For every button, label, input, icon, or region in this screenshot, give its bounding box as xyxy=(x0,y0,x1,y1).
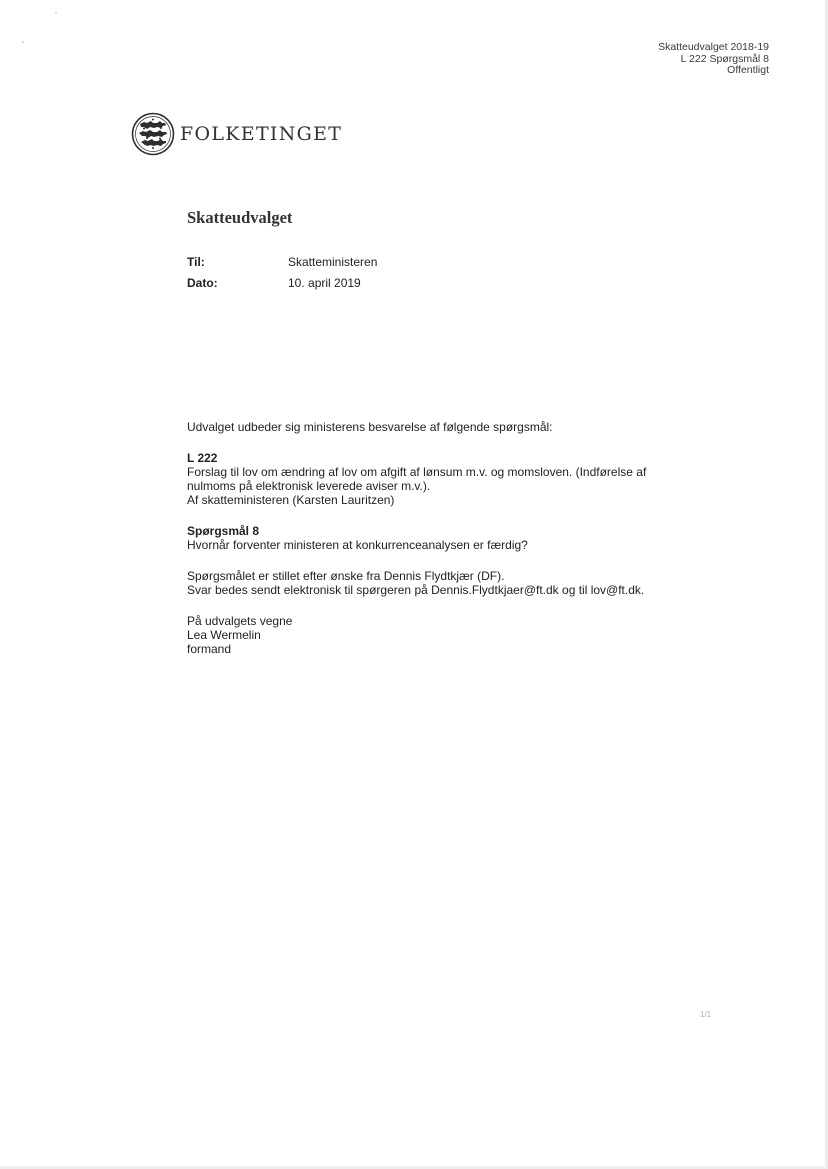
bill-proposer: Af skatteministeren (Karsten Lauritzen) xyxy=(187,493,395,507)
page-number: 1/1 xyxy=(700,1010,712,1019)
document-classification xyxy=(658,42,769,77)
logo-wordmark: FOLKETINGET xyxy=(180,123,343,145)
scan-speck xyxy=(22,41,24,43)
date-label: Dato: xyxy=(187,276,218,290)
signature-intro: På udvalgets vegne xyxy=(187,614,293,628)
question-section xyxy=(187,524,528,552)
intro-text: Udvalget udbeder sig ministerens besvarelse af følgende spørgsmål: xyxy=(187,420,553,434)
reply-instructions: Svar bedes sendt elektronisk til spørgeren på Dennis.Flydtkjaer@ft.dk og til lov@ft.dk. xyxy=(187,583,645,597)
bill-title-line: Forslag til lov om ændring af lov om afgift af lønsum m.v. og momsloven. (Indførelse af xyxy=(187,465,647,479)
signature-block xyxy=(187,614,292,656)
date-row xyxy=(187,276,361,290)
recipient-row xyxy=(187,255,377,269)
asked-by-text: Spørgsmålet er stillet efter ønske fra Dennis Flydtkjær (DF). xyxy=(187,569,505,583)
question-label: Spørgsmål 8 xyxy=(187,524,260,538)
bill-title-line: nulmoms på elektronisk leverede aviser m.v.). xyxy=(187,479,431,493)
recipient-value: Skatteministeren xyxy=(288,255,378,269)
header-session: Skatteudvalget 2018-19 xyxy=(658,41,769,53)
signatory-title: formand xyxy=(187,642,232,656)
submission-notes xyxy=(187,569,644,597)
bill-section xyxy=(187,451,646,507)
header-case: L 222 Spørgsmål 8 xyxy=(680,52,769,65)
intro-paragraph xyxy=(187,420,553,434)
recipient-label: Til: xyxy=(187,255,205,269)
date-value: 10. april 2019 xyxy=(288,276,361,290)
committee-title: Skatteudvalget xyxy=(187,208,293,227)
lions-seal-icon xyxy=(131,112,175,156)
scan-speck xyxy=(55,12,57,14)
header-access: Offentligt xyxy=(727,64,769,76)
folketinget-logo xyxy=(131,112,342,156)
bill-number: L 222 xyxy=(187,451,218,465)
signatory-name: Lea Wermelin xyxy=(187,628,261,642)
question-text: Hvornår forventer ministeren at konkurrenceanalysen er færdig? xyxy=(187,538,528,552)
